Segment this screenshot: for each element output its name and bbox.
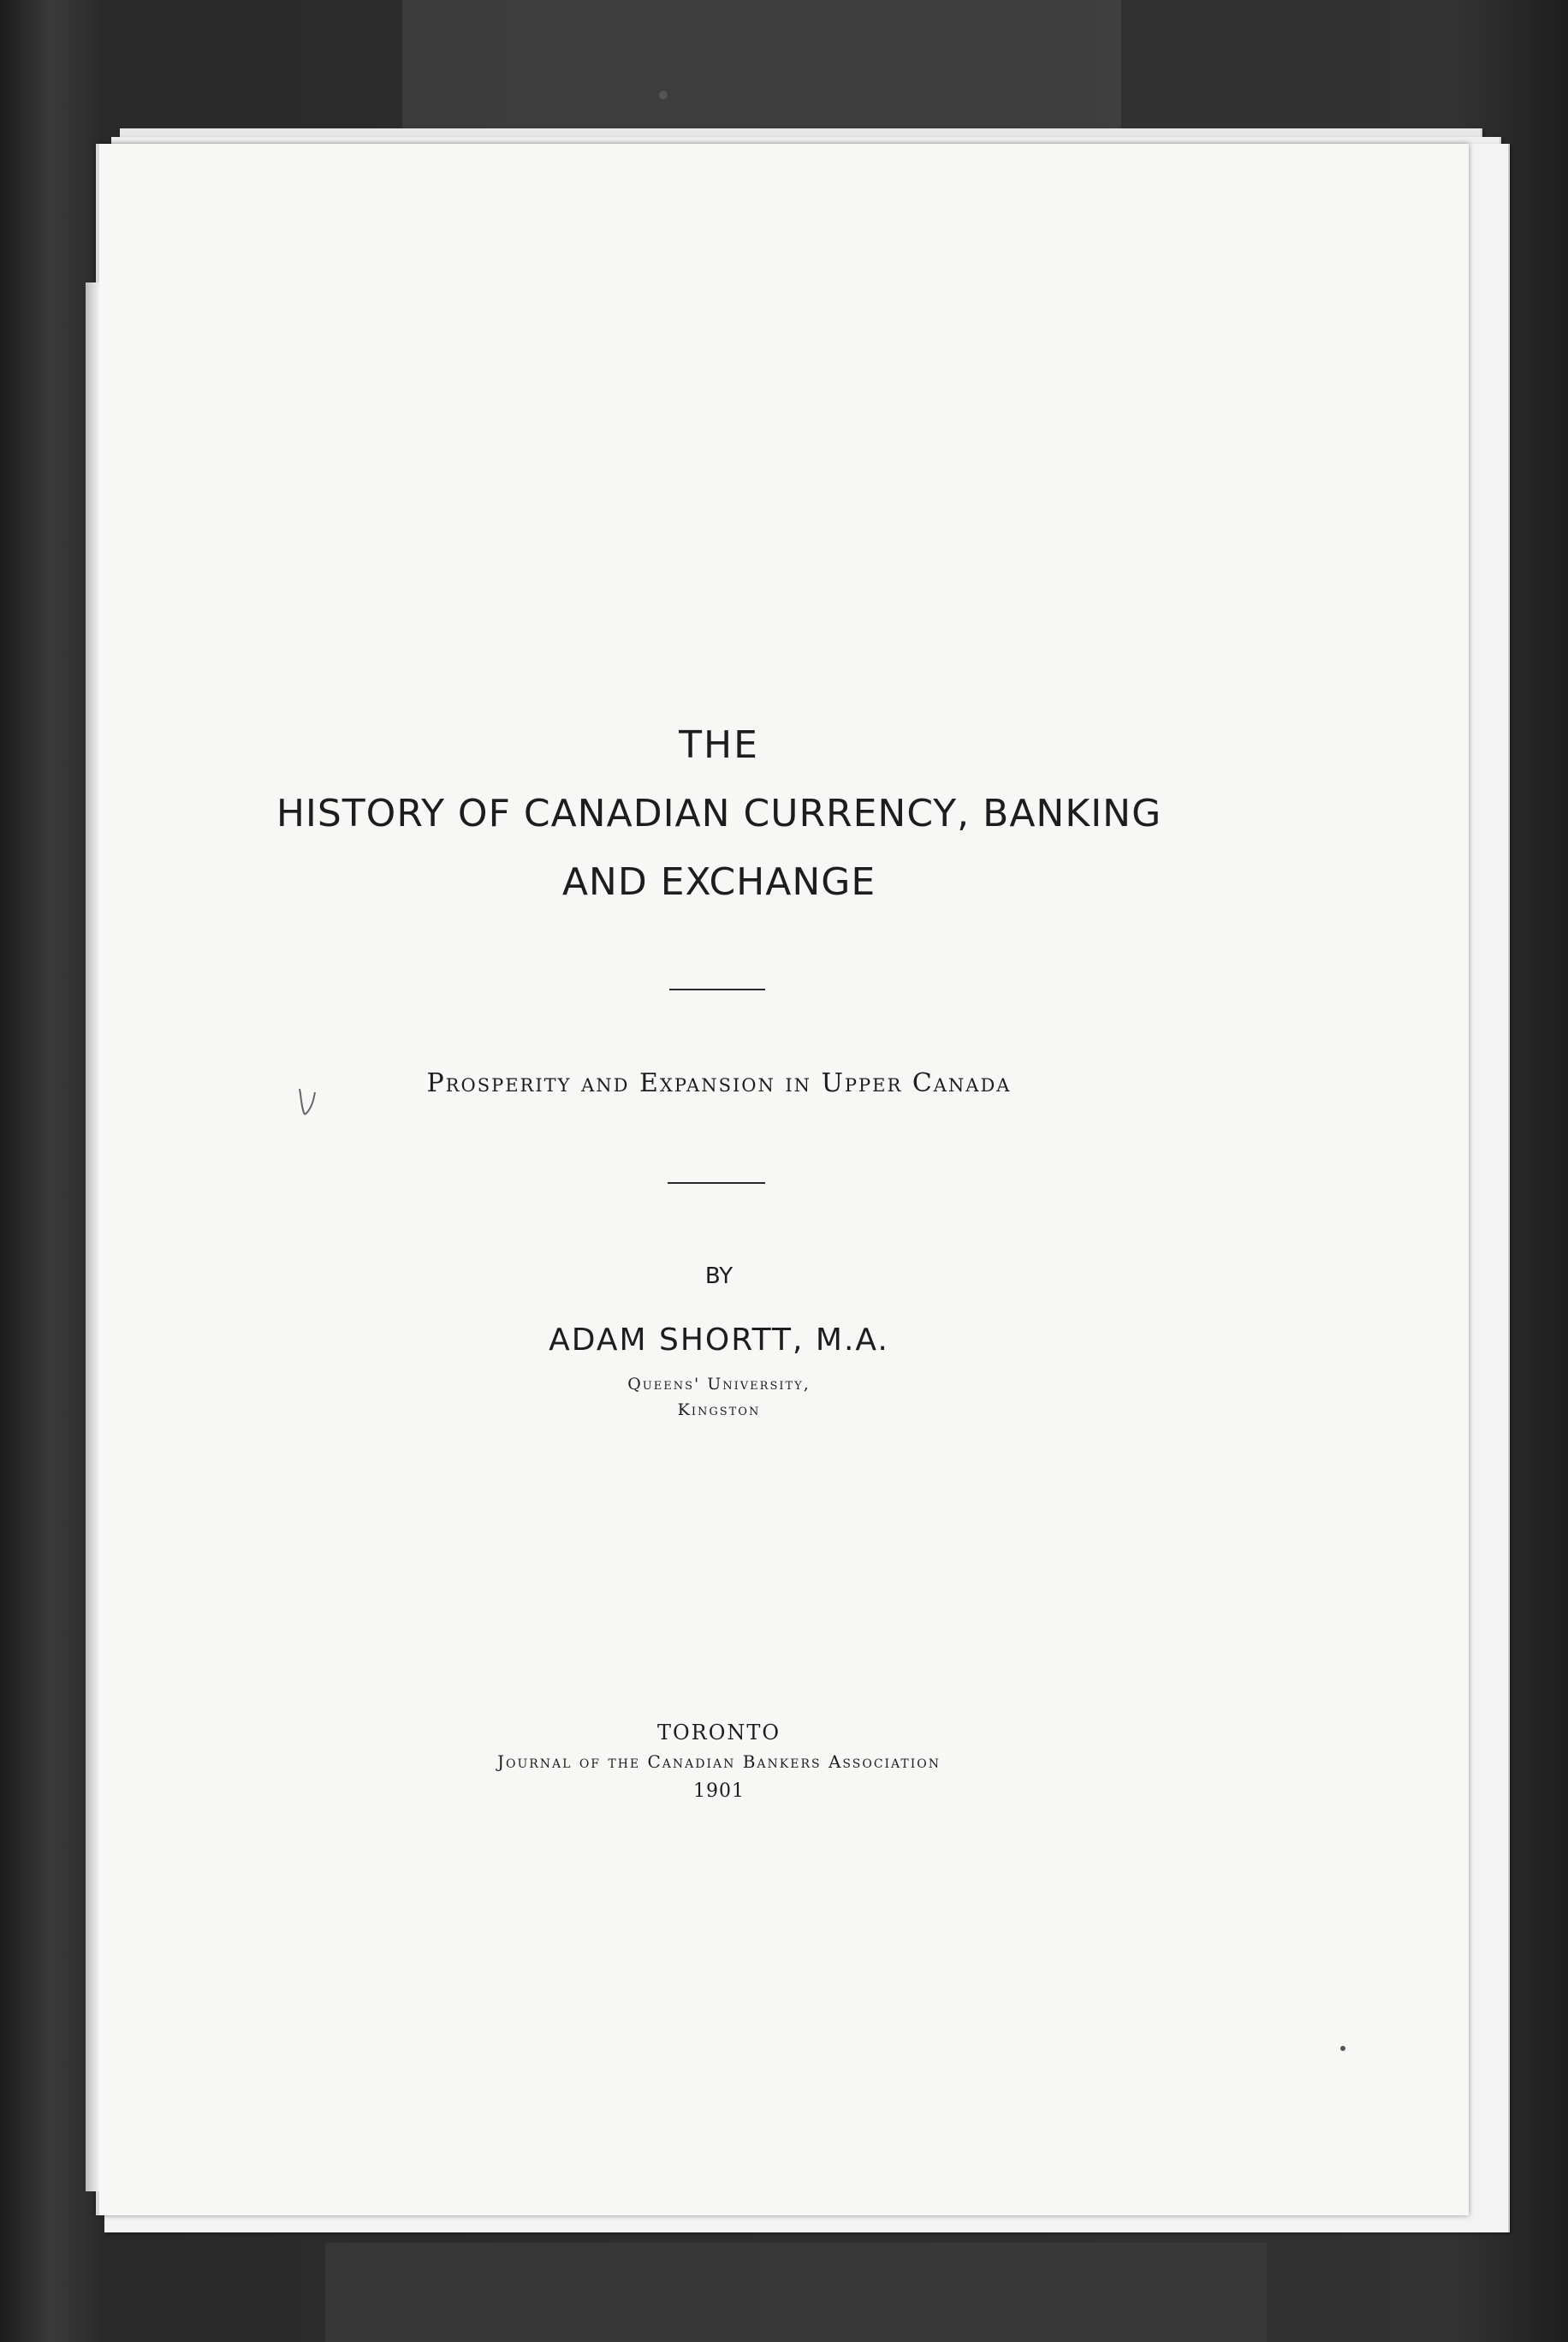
title-line-2: AND EXCHANGE [561, 860, 876, 904]
imprint-publisher: Journal of the Canadian Bankers Association [496, 1751, 941, 1772]
title-line-1: HISTORY OF CANADIAN CURRENCY, BANKING [276, 792, 1162, 835]
divider-rule [668, 1182, 765, 1184]
title-page [96, 144, 1469, 2215]
author-affiliation: Queens' University, [627, 1375, 811, 1394]
byline-label: BY [704, 1263, 734, 1289]
page-binding-edge [86, 282, 99, 2191]
author-name: ADAM SHORTT, M.A. [549, 1323, 889, 1358]
imprint-year: 1901 [693, 1780, 745, 1802]
scan-speck [1340, 2046, 1345, 2051]
subtitle: Prosperity and Expansion in Upper Canada [426, 1068, 1012, 1098]
title-the: THE [679, 723, 759, 767]
scan-speck [659, 91, 668, 99]
scan-background-band-top [402, 0, 1121, 128]
scan-background-band-bottom [325, 2243, 1267, 2342]
divider-rule [669, 989, 765, 990]
imprint-city: TORONTO [656, 1721, 781, 1745]
author-location: Kingston [677, 1400, 761, 1419]
